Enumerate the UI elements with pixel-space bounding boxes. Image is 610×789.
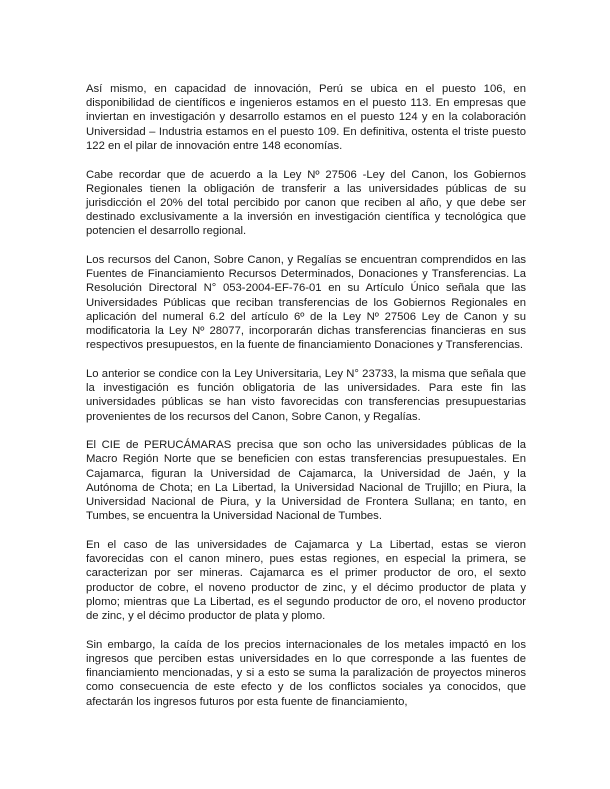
paragraph-university-law: Lo anterior se condice con la Ley Universitaria, Ley N° 23733, la misma que señala que la investigación es función obligatoria de las universidades. Para este fin las universidades públicas se han visto favorecidas con transferencias presupuestarias provenientes de los recursos del Canon, Sobre Canon, y Regalías. [86, 367, 526, 423]
paragraph-cie-perucamaras: El CIE de PERUCÁMARAS precisa que son ocho las universidades públicas de la Macro Región Norte que se beneficien con estas transferencias presupuestales. En Cajamarca, figuran la Universidad de Cajamarca, la Universidad de Jaén, y la Autónoma de Chota; en La Libertad, la Universidad Nacional de Trujillo; en Piura, la Universidad Nacional de Piura, y la Universidad de Frontera Sullana; en tanto, en Tumbes, se encuentra la Universidad Nacional de Tumbes. [86, 439, 526, 523]
paragraph-mining-regions: En el caso de las universidades de Cajamarca y La Libertad, estas se vieron favorecidas con el canon minero, pues estas regiones, en especial la primera, se caracterizan por ser mineras. Cajamarca es el primer productor de oro, el sexto productor de cobre, el noveno productor de zinc, y el décimo productor de plata y plomo; mientras que La Libertad, es el segundo productor de oro, el noveno productor de zinc, y el décimo productor de plata y plomo. [86, 538, 526, 622]
paragraph-innovation-ranking: Así mismo, en capacidad de innovación, Perú se ubica en el puesto 106, en disponibilidad de científicos e ingenieros estamos en el puesto 113. En empresas que inviertan en investigación y desarrollo estamos en el puesto 124 y en la colaboración Universidad – Industria estamos en el puesto 109. En definitiva, ostenta el triste puesto 122 en el pilar de innovación entre 148 economías. [86, 83, 526, 152]
document-body [86, 82, 526, 723]
paragraph-canon-law: Cabe recordar que de acuerdo a la Ley Nº 27506 -Ley del Canon, los Gobiernos Regionales tienen la obligación de transferir a las universidades públicas de su jurisdicción el 20% del total percibido por canon que reciben al año, y que debe ser destinado exclusivamente a la inversión en investigación científica y tecnológica que potencien el desarrollo regional. [86, 168, 526, 238]
paragraph-funding-sources: Los recursos del Canon, Sobre Canon, y Regalías se encuentran comprendidos en las Fuentes de Financiamiento Recursos Determinados, Donaciones y Transferencias. La Resolución Directoral N° 053-2004-EF-76-01 en su Artículo Único señala que las Universidades Públicas que reciban transferencias de los Gobiernos Regionales en aplicación del numeral 6.2 del artículo 6º de la Ley Nº 27506 Ley de Canon y su modificatoria la Ley Nº 28077, incorporarán dichas transferencias financieras en sus respectivos presupuestos, en la fuente de financiamiento Donaciones y Transferencias. [86, 254, 526, 352]
paragraph-metal-prices: Sin embargo, la caída de los precios internacionales de los metales impactó en los ingresos que perciben estas universidades en lo que corresponde a las fuentes de financiamiento mencionadas, y si a esto se suma la paralización de proyectos mineros como consecuencia de este efecto y de los conflictos sociales ya conocidos, que afectarán los ingresos futuros por esta fuente de financiamiento, [86, 638, 526, 708]
